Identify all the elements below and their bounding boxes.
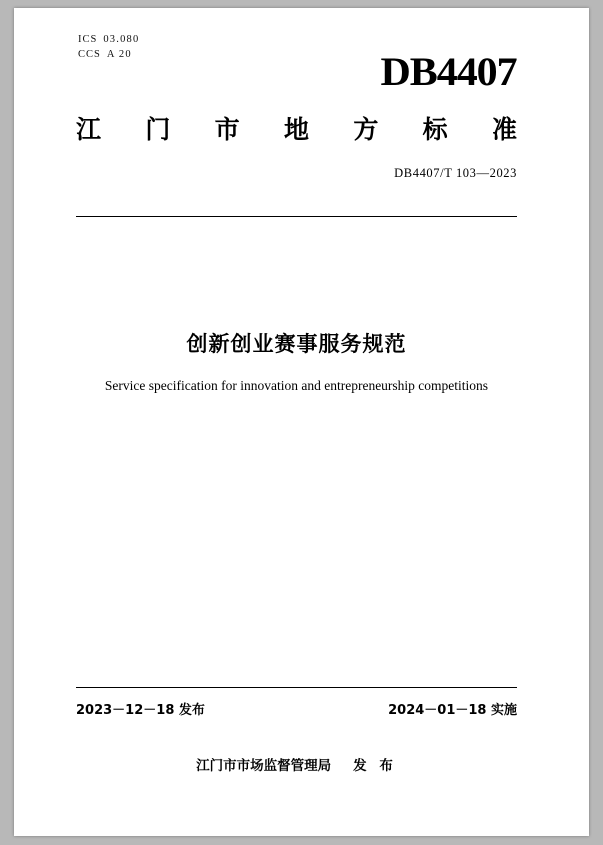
title-char-6: 准 [491, 115, 517, 144]
standard-number: DB4407/T 103—2023 [394, 166, 517, 180]
publish-word: 发 布 [353, 758, 397, 774]
publisher-line [74, 754, 519, 774]
divider-bottom [76, 687, 517, 688]
title-char-3: 地 [283, 115, 309, 144]
standard-title-chars [76, 110, 517, 146]
title-char-2: 市 [214, 115, 240, 144]
title-char-0: 江 [76, 115, 102, 144]
ics-label: ICS [78, 34, 98, 45]
dates-row [76, 699, 517, 718]
publisher-name: 江门市市场监督管理局 [196, 758, 332, 774]
ccs-value: A 20 [106, 49, 132, 61]
document-title-chinese: 创新创业赛事服务规范 [186, 332, 407, 356]
page-content [74, 8, 519, 836]
ccs-label: CCS [78, 49, 101, 61]
ccs-code-line [78, 47, 139, 62]
title-char-4: 方 [353, 115, 379, 144]
effective-date: 2024－01－18 实施 [388, 703, 517, 718]
standard-cover-page [14, 8, 589, 836]
ics-code-line [78, 32, 139, 47]
issue-date: 2023－12－18 发布 [76, 703, 205, 718]
db-number: DB4407 [380, 49, 517, 94]
ics-value: 03.080 [103, 34, 140, 45]
title-char-5: 标 [422, 115, 448, 144]
divider-top [76, 216, 517, 217]
title-char-1: 门 [145, 115, 171, 144]
classification-codes [78, 32, 139, 62]
document-title-english: Service specification for innovation and entrepreneurship competitions [104, 378, 489, 393]
